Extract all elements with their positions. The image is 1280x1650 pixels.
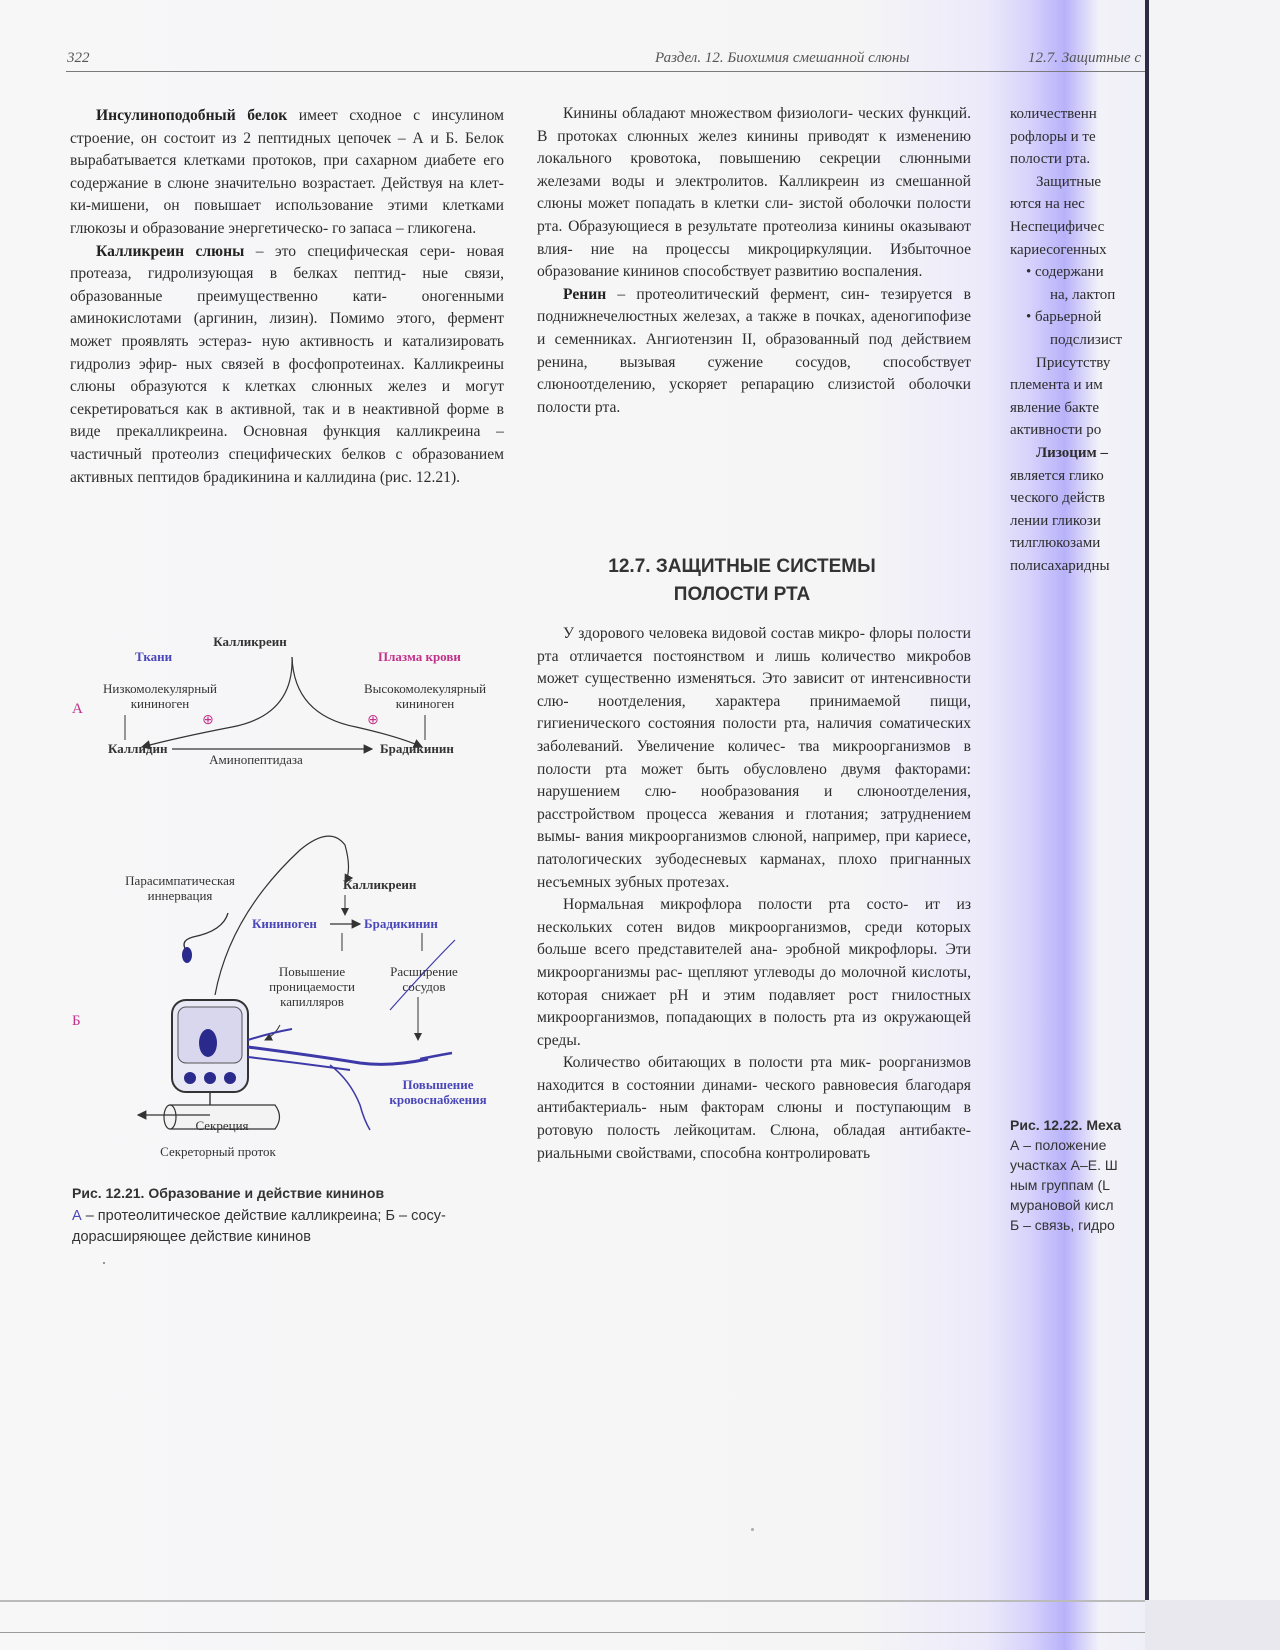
nerve-ending — [182, 947, 192, 963]
text-line: риальными свойствами, способна контролировать — [537, 1144, 871, 1162]
text-line: ние на процессы микроциркуляции. Избыточное — [590, 240, 971, 258]
text-line: тва микроорганизмов в полости рта может быть — [537, 737, 971, 778]
left-column — [70, 105, 504, 489]
granule-icon — [224, 1072, 236, 1084]
text-line: слюноотделению, ускоряет репарацию слизистой — [537, 376, 895, 394]
blood-vessel — [248, 1047, 428, 1064]
label-lmw-kininogen-1: Низкомолекулярный — [103, 681, 217, 696]
text-line: Кинины обладают множеством физиологи- — [563, 105, 854, 122]
text-line: клетками глюкозы и образование энергетическо- — [70, 197, 504, 237]
page-number: 322 — [67, 50, 90, 66]
text-line: оболочки полости рта. — [537, 376, 971, 416]
label-parasympathetic-2: иннервация — [147, 888, 213, 903]
text-line: рофлоры и те — [1010, 128, 1096, 145]
text-line: гигиенического состояния полости рта, наличия — [537, 715, 872, 733]
text-line: ит из нескольких сотен видов микроорганизмов, — [537, 896, 971, 936]
text-line: активности ро — [1010, 422, 1102, 439]
term-renin: Ренин — [563, 285, 607, 303]
granule-icon — [204, 1072, 216, 1084]
text-line: снижает pH и этим подавляет рост гнилостных — [601, 986, 971, 1004]
text-line: подслизист — [1050, 331, 1123, 348]
paragraph-equilibrium — [537, 1052, 971, 1165]
label-kallikrein-b: Калликреин — [343, 877, 417, 892]
label-secretory-duct: Секреторный проток — [160, 1144, 276, 1159]
text-line: (рис. 12.21). — [379, 468, 461, 486]
text-line: • содержани — [1026, 264, 1104, 281]
text-line: и в неактивной форме в виде прекалликреина. — [70, 400, 504, 441]
text-line: полисахаридны — [1010, 557, 1110, 574]
text-line: является глико — [1010, 467, 1104, 484]
text-line: ческих функций. В протоках слюнных желез — [537, 105, 971, 145]
text-line: и могут секретироваться как в активной, так — [70, 378, 504, 418]
text-line: го запаса – гликогена. — [332, 219, 477, 237]
text-line: Лизоцим – — [1036, 444, 1109, 461]
label-blood-plasma: Плазма крови — [378, 649, 461, 664]
paragraph-saliva-kallikrein — [70, 241, 504, 490]
text-line: на, лактоп — [1050, 286, 1116, 303]
text-line: ную активность и катализировать гидролиз эфир- — [70, 332, 504, 373]
text-line: смешанной слюны может попадать в клетки сли- — [537, 172, 971, 213]
text-line: флоры полости рта отличается постоянством и — [537, 625, 971, 665]
running-head: Раздел. 12. Биохимия смешанной слюны — [655, 50, 910, 66]
middle-column-section — [537, 623, 971, 1165]
text-line: воспаления. — [842, 263, 923, 281]
figure-label-b: Б — [72, 1013, 81, 1029]
text-line: ются на неc — [1010, 196, 1085, 213]
text-line: вания микроорганизмов слюной, например, при — [585, 828, 911, 846]
label-vasodilation-2: сосудов — [402, 979, 446, 994]
text-line: тилглюкозами — [1010, 535, 1101, 552]
text-line: – протеолитический фермент, син- — [606, 285, 870, 303]
text-line: ные связи, образованные преимущественно кати- — [70, 265, 504, 305]
text-line: образование кининов способствует развитию — [537, 263, 839, 281]
caption-text-b: – сосу- — [394, 1208, 446, 1224]
text-line: ноотделения, характера принимаемой пищи, — [598, 692, 971, 710]
text-line: кариесогенных — [1010, 241, 1107, 258]
text-line: полости рта. — [1010, 151, 1091, 168]
text-line: Помимо этого, фермент может проявлять эстераз- — [70, 310, 504, 350]
scan-speck — [751, 1528, 754, 1531]
text-line: ренина, вызывая сужение сосудов, способствует — [537, 353, 971, 371]
plus-sign-left: ⊕ — [202, 713, 214, 728]
caption-line-2: дорасширяющее действие кининов — [72, 1229, 311, 1245]
caption-label-b: Б — [385, 1208, 395, 1224]
label-kallikrein-a: Калликреин — [213, 634, 287, 649]
label-kallidin: Каллидин — [108, 741, 168, 756]
vessel-end — [420, 1053, 452, 1059]
text-line: оногенными аминокислотами (аргинин, лизин). — [70, 287, 504, 328]
text-line: зистой оболочки полости рта. Образующиеся в — [537, 195, 971, 235]
caption-title: Рис. 12.22. Меха — [1010, 1117, 1122, 1133]
text-line: Неспецифичес — [1010, 218, 1105, 235]
caption-line: ным группам (L — [1010, 1177, 1110, 1193]
caption-line: участках А–Е. Ш — [1010, 1157, 1118, 1173]
capillary — [248, 1029, 292, 1040]
caption-line: мурановой кисл — [1010, 1197, 1114, 1213]
nerve-fiber — [184, 913, 228, 953]
label-kininogen-b: Кининоген — [252, 916, 317, 931]
text-line: новая протеаза, гидролизующая в белках пептид- — [70, 242, 504, 283]
text-line: Присутству — [1036, 354, 1111, 371]
label-permeability-3: капилляров — [280, 994, 344, 1009]
paragraph-renin — [537, 284, 971, 420]
paragraph-normal-microflora — [537, 894, 971, 1052]
text-line: протоков, при сахарном диабете его содержание в — [70, 152, 504, 192]
text-line: лении гликози — [1010, 512, 1101, 529]
text-line: слюны образуются к клетках слюнных желез — [70, 378, 427, 396]
paragraph-microflora — [537, 623, 971, 894]
section-heading-line-2: ПОЛОСТИ РТА — [673, 584, 811, 605]
duct-opening — [164, 1105, 176, 1129]
caption-label-a: А — [72, 1208, 82, 1224]
text-line: микроорганизмов, попадающих в полость рта из — [537, 1009, 877, 1027]
label-parasympathetic-1: Парасимпатическая — [125, 873, 235, 888]
plus-sign-right: ⊕ — [367, 713, 379, 728]
text-line: активных пептидов брадикинина и каллидина — [70, 468, 376, 486]
paragraph-insulin-like-protein — [70, 105, 504, 241]
text-line: ным факторам слюны и поступающим в ротовую — [537, 1099, 971, 1140]
text-line: протеолиз специфических белков с образованием — [151, 445, 504, 463]
text-line: Количество обитающих в полости рта мик- — [563, 1054, 871, 1072]
text-line: ки-мишени, он повышает использование этими — [70, 197, 428, 215]
caption-text-a: – протеолитическое действие калликреина; — [81, 1208, 386, 1224]
text-line: слюне значительно возрастает. Действуя на клет- — [167, 174, 504, 192]
label-blood-supply-2: кровоснабжения — [389, 1092, 487, 1107]
text-line: соматических заболеваний. Увеличение количес- — [537, 715, 971, 755]
section-heading — [537, 553, 947, 609]
label-bradykinin-b: Брадикинин — [364, 916, 438, 931]
capillary — [330, 1065, 370, 1130]
text-line: имеет сходное с — [287, 107, 421, 124]
text-line: явление бакте — [1010, 399, 1099, 416]
term-insulin-like-protein: Инсулиноподобный белок — [96, 107, 288, 124]
term-saliva-kallikrein: Калликреин слюны — [96, 242, 245, 260]
right-column-cropped — [1010, 103, 1145, 577]
text-line: эробной микрофлоры. Эти микроорганизмы рас- — [537, 941, 971, 981]
text-line: окружающей среды. — [537, 1009, 971, 1049]
text-line: ческого действ — [1010, 490, 1105, 507]
text-line: изменяться. Это зависит от интенсивности слю- — [537, 670, 971, 710]
text-line: также в почках, аденогипофизе и семенниках. — [537, 308, 971, 348]
text-line: полость лейкоцитам. Слюна, обладая антибакте- — [607, 1122, 971, 1140]
text-line: Основная функция калликреина – частичный — [70, 423, 504, 463]
scan-margin — [1149, 0, 1280, 1600]
label-tissues: Ткани — [135, 649, 173, 664]
paragraph-kinins — [537, 103, 971, 284]
text-line: Нормальная микрофлора полости рта состо- — [563, 896, 909, 914]
running-head-next-page: 12.7. Защитные с — [1028, 50, 1141, 66]
text-line: Защитные — [1036, 173, 1102, 190]
text-line: нообразования и слюноотделения, расстройством — [537, 783, 971, 823]
text-line: кинины приводят к изменению локального — [537, 127, 971, 168]
text-line: тезируется в поднижнечелюстных железах, а — [537, 285, 971, 326]
page-fold-line — [0, 1632, 1145, 1633]
scan-edge — [0, 1600, 1145, 1602]
text-line: – это специфическая сери- — [244, 242, 456, 260]
figure-label-a: А — [72, 701, 83, 717]
label-bradykinin-a: Брадикинин — [380, 741, 454, 756]
label-aminopeptidase: Аминопептидаза — [209, 752, 303, 767]
cell-nucleus — [199, 1029, 217, 1057]
label-permeability-2: проницаемости — [269, 979, 355, 994]
granule-icon — [184, 1072, 196, 1084]
text-line: племента и им — [1010, 377, 1103, 394]
scan-speck — [103, 1262, 105, 1264]
figure-caption-title: Рис. 12.21. Образование и действие кининов — [72, 1185, 385, 1201]
right-figure-caption-cropped — [1010, 1115, 1145, 1235]
label-permeability-1: Повышение — [278, 964, 346, 979]
text-line: процесса жевания и глотания; затруднением вымы- — [537, 805, 971, 846]
text-line: среди которых больше всего представителей ана- — [537, 918, 971, 959]
label-blood-supply-1: Повышение — [402, 1077, 474, 1092]
label-hmw-kininogen-2: кининоген — [395, 696, 455, 711]
text-line: ческого равновесия благодаря антибактериаль- — [537, 1076, 971, 1117]
text-line: кровотока, повышению секреции слюнными — [630, 150, 971, 168]
section-heading-line-1: 12.7. ЗАЩИТНЫЕ СИСТЕМЫ — [608, 556, 876, 577]
text-line: щепляют углеводы до молочной кислоты, которая — [537, 963, 971, 1004]
figure-kinins-diagram — [60, 615, 520, 1175]
text-line: инсулином строение, он состоит из 2 пептидных — [70, 107, 504, 147]
caption-line: Б – связь, гидро — [1010, 1217, 1115, 1233]
text-line: плохо пригнанных несъемных зубных протезах. — [537, 850, 971, 891]
text-line: ных связей в фосфопротеинах. Калликреины — [185, 355, 504, 373]
text-line: У здорового человека видовой состав микро- — [563, 625, 865, 642]
text-line: результате протеолиза кинины оказывают влия- — [537, 217, 971, 258]
caption-line: А – положение — [1010, 1137, 1107, 1153]
header-rule — [66, 71, 1145, 72]
middle-column — [537, 103, 971, 419]
text-line: цепочек – А и Б. Белок вырабатывается клетками — [70, 129, 504, 170]
label-secretion: Секреция — [195, 1118, 249, 1133]
text-line: железами воды и электролитов. Калликреин из — [537, 172, 885, 190]
label-hmw-kininogen-1: Высокомолекулярный — [363, 681, 487, 696]
text-line: количественн — [1010, 106, 1097, 122]
label-vasodilation-1: Расширение — [390, 964, 458, 979]
figure-caption-body — [72, 1206, 512, 1248]
text-line: роорганизмов находится в состоянии динами- — [537, 1054, 971, 1094]
label-lmw-kininogen-2: кининоген — [130, 696, 190, 711]
text-line: • барьерной — [1026, 309, 1102, 326]
text-line: обусловлено двумя факторами: нарушением слю- — [537, 760, 971, 801]
text-line: Ангиотензин II, образованный под действием — [645, 330, 971, 348]
text-line: лишь количество микробов может существенно — [537, 647, 971, 688]
text-line: кариесе, патологических зубодесневых карманах, — [537, 828, 971, 868]
